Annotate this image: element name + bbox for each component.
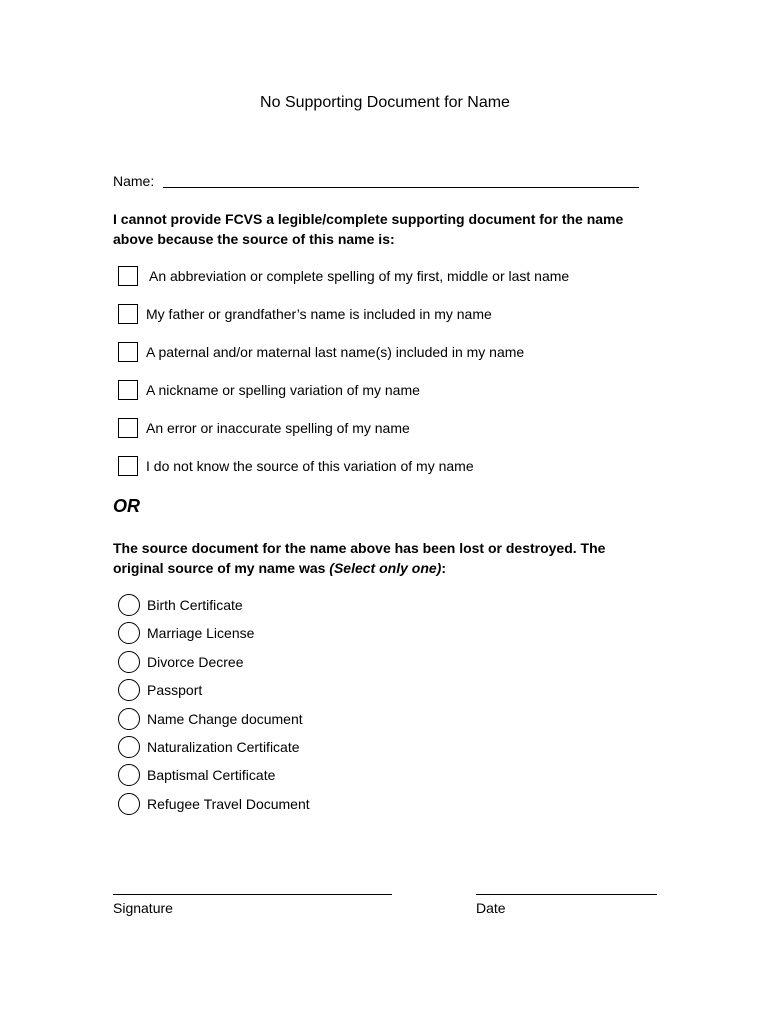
checkbox-label: I do not know the source of this variation of my name — [146, 458, 474, 474]
lost-document-statement — [113, 538, 653, 578]
radio-label: Divorce Decree — [147, 654, 244, 670]
radio-icon[interactable] — [118, 594, 140, 616]
radio-label: Baptismal Certificate — [147, 767, 276, 783]
radio-label: Passport — [147, 682, 203, 698]
radio-label: Refugee Travel Document — [147, 796, 310, 812]
lost-statement-colon: : — [441, 560, 446, 576]
radio-label: Marriage License — [147, 625, 255, 641]
radio-option-name-change[interactable] — [118, 707, 303, 731]
checkbox-icon[interactable] — [118, 456, 138, 476]
radio-label: Name Change document — [147, 711, 303, 727]
page-title: No Supporting Document for Name — [260, 94, 510, 111]
radio-option-marriage-license[interactable] — [118, 621, 254, 645]
checkbox-label: An error or inaccurate spelling of my name — [146, 420, 410, 436]
checkbox-label: My father or grandfather’s name is included in my name — [146, 306, 492, 322]
radio-label: Naturalization Certificate — [147, 739, 300, 755]
checkbox-icon[interactable] — [118, 342, 138, 362]
checkbox-icon[interactable] — [118, 266, 138, 286]
radio-icon[interactable] — [118, 679, 140, 701]
date-label: Date — [476, 900, 506, 916]
checkbox-option-error[interactable] — [118, 416, 410, 440]
checkbox-label: A nickname or spelling variation of my name — [146, 382, 420, 398]
or-divider: OR — [113, 496, 140, 516]
checkbox-label: An abbreviation or complete spelling of my first, middle or last name — [149, 268, 570, 284]
radio-icon[interactable] — [118, 708, 140, 730]
checkbox-option-nickname[interactable] — [118, 378, 420, 402]
checkbox-icon[interactable] — [118, 304, 138, 324]
checkbox-icon[interactable] — [118, 380, 138, 400]
radio-option-baptismal[interactable] — [118, 763, 275, 787]
radio-icon[interactable] — [118, 622, 140, 644]
radio-label: Birth Certificate — [147, 597, 243, 613]
radio-icon[interactable] — [118, 793, 140, 815]
date-field[interactable] — [476, 894, 657, 895]
select-only-one-note: (Select only one) — [329, 560, 442, 576]
name-field[interactable] — [163, 187, 639, 188]
name-label: Name: — [113, 173, 155, 189]
checkbox-icon[interactable] — [118, 418, 138, 438]
radio-icon[interactable] — [118, 651, 140, 673]
radio-option-refugee-travel[interactable] — [118, 792, 310, 816]
source-statement: I cannot provide FCVS a legible/complete supporting document for the name above because the source of this name is: — [113, 211, 624, 247]
checkbox-option-unknown[interactable] — [118, 454, 474, 478]
checkbox-label: A paternal and/or maternal last name(s) included in my name — [146, 344, 525, 360]
radio-option-passport[interactable] — [118, 678, 202, 702]
radio-option-birth-certificate[interactable] — [118, 593, 243, 617]
signature-label: Signature — [113, 900, 173, 916]
checkbox-option-father-name[interactable] — [118, 302, 492, 326]
checkbox-option-abbreviation[interactable] — [118, 264, 569, 288]
radio-icon[interactable] — [118, 736, 140, 758]
signature-field[interactable] — [113, 894, 392, 895]
radio-icon[interactable] — [118, 764, 140, 786]
lost-statement-text: The source document for the name above has been lost or destroyed. The original source of my name was — [113, 540, 606, 576]
radio-option-naturalization[interactable] — [118, 735, 300, 759]
checkbox-option-paternal-maternal[interactable] — [118, 340, 524, 364]
radio-option-divorce-decree[interactable] — [118, 650, 243, 674]
